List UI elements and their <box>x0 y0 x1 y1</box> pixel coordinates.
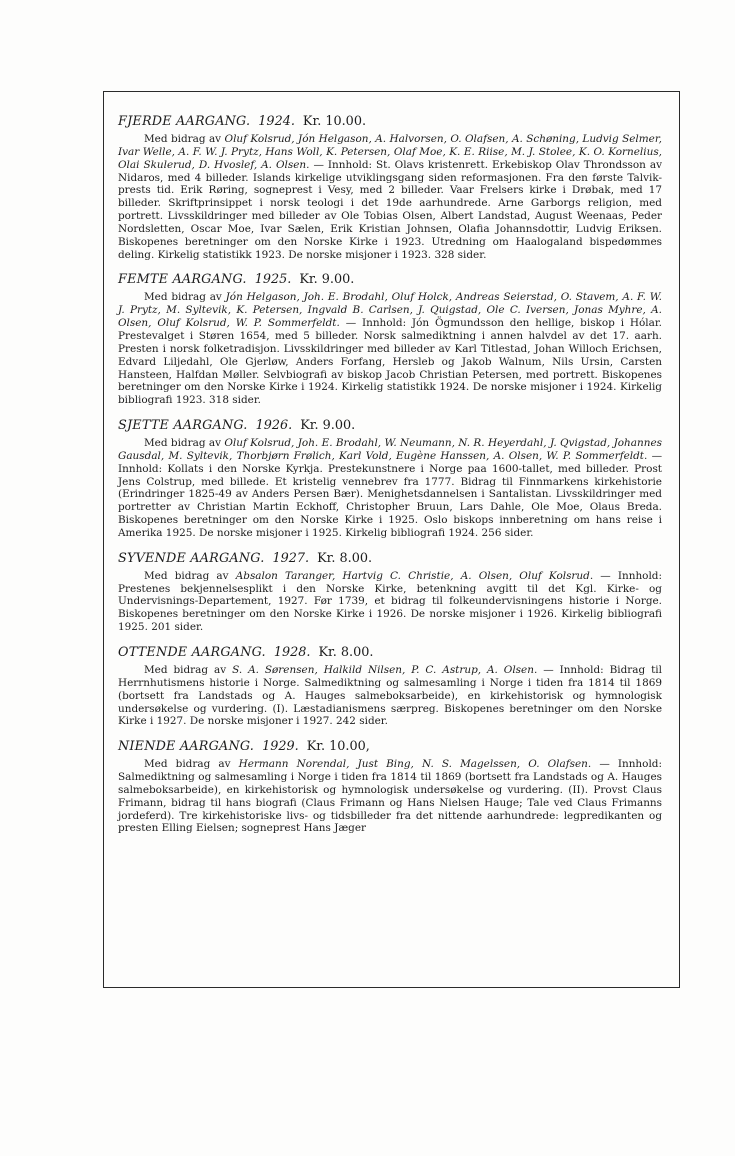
volume-contents: — Innhold: Salmediktning og salmesamling i Norge i tiden fra 1814 til 1869 (bortsett fra Landstads og A. Hauges salmeboksarbeide), en kirkehistorisk og hymnologisk undersøkelse og vurdering. (II). Provst Claus Frimann, bidrag til hans biografi (Claus Frimann og Hans Nielsen Hauge; Tale ved Claus Frimanns jordeferd). Tre kirkehistoriske livs- og tidsbilleder fra det nittende aarhundrede: legpredikanten og presten Elling Eielsen; sogneprest Hans Jæger <box>118 758 662 835</box>
volume-price: Kr. 9.00. <box>299 272 355 288</box>
volume-paragraph <box>118 133 662 261</box>
contributors-list: Absalon Taranger, Hartvig C. Christie, A. Olsen, Oluf Kolsrud. <box>235 569 594 582</box>
volume-paragraph <box>118 758 662 835</box>
contributors-intro: Med bidrag av <box>144 569 229 582</box>
contributors-list: Oluf Kolsrud, Jón Helgason, A. Halvorsen, O. Olafsen, A. Schøning, Ludvig Selmer, Ivar Welle, A. F. W. J. Prytz, Hans Woll, K. Petersen, Olaf Moe, K. E. Riise, M. J. Stolee, K. O. Kornelius, Olai Skulerud, D. Hvoslef, A. Olsen. <box>118 133 662 171</box>
contributors-list: Oluf Kolsrud, Joh. E. Brodahl, W. Neumann, N. R. Heyerdahl, J. Qvigstad, Johannes Gausdal, M. Syltevik, Thorbjørn Frølich, Karl Vold, Eugène Hanssen, A. Olsen, W. P. Sommerfeldt. <box>118 437 662 462</box>
volume-heading <box>118 739 662 755</box>
volume-entry-femte <box>118 272 662 407</box>
contributors-list: Hermann Norendal, Just Bing, N. S. Magelssen, O. Olafsen. <box>238 758 592 771</box>
volume-contents: — Innhold: Kollats i den Norske Kyrkja. Prestekunstnere i Norge paa 1600-tallet, med billeder. Prost Jens Colstrup, med billede. Et kristelig vennebrev fra 1777. Bidrag til Finnmarkens kirkehistorie (Erindringer 1825-49 av Anders Persen Bær). Menighetsdannelsen i Santalistan. Livsskildringer med portretter av Christian Martin Eckhoff, Christopher Bruun, Lars Dahle, Ole Moe, Olaus Breda. Biskopenes beretninger om den Norske Kirke i 1925. Oslo biskops innberetning om hans reise i Amerika 1925. De norske misjoner i 1925. Kirkelig bibliografi 1924. 256 sider. <box>118 449 662 539</box>
contributors-list: S. A. Sørensen, Halkild Nilsen, P. C. Astrup, A. Olsen. <box>232 664 538 676</box>
volume-price: Kr. 10.00, <box>306 739 370 755</box>
volume-paragraph <box>118 437 662 540</box>
volume-body <box>118 437 662 540</box>
volume-contents: — Innhold: Prestenes bekjennelsesplikt i den Norske Kirke, betenkning avgitt til det Kgl. Kirke- og Undervisnings-Departement, 1927. Før 1739, et bidrag til folkeundervisningens historie i Norge. Biskopenes beretninger om den Norske Kirke i 1926. De norske misjoner i 1926. Kirkelig bibliografi 1925. 201 sider. <box>118 569 662 634</box>
volume-title: FJERDE AARGANG. <box>118 114 251 129</box>
volume-title: NIENDE AARGANG. <box>118 739 255 755</box>
volume-heading <box>118 645 662 661</box>
volume-heading <box>118 272 662 288</box>
volume-contents: — Innhold: Bidrag til Herrnhutismens historie i Norge. Salmediktning og salmesamling i Norge i tiden fra 1814 til 1869 (bortsett fra Landstads og A. Hauges salmeboksarbeide), en kirkehistorisk og hymnologisk undersøkelse og vurdering. (I). Læstadianismens særpreg. Biskopenes beretninger om den Norske Kirke i 1927. De norske misjoner i 1927. 242 sider. <box>118 664 662 728</box>
volume-entry-niende <box>118 739 662 835</box>
volume-contents: — Innhold: St. Olavs kristenrett. Erkebiskop Olav Throndsson av Nidaros, med 4 billeder. Islands kirkelige utviklingsgang siden reformasjonen. Fra den første Talvik-prests tid. Erik Røring, sogneprest i Vesy, med 2 billeder. Vaar Frelsers kirke i Drøbak, med 17 billeder. Skriftprinsippet i norsk teologi i det 19de aarhundrede. Arne Garborgs religion, med portrett. Livsskildringer med billeder av Ole Tobias Olsen, Albert Landstad, August Weenaas, Peder Nordsletten, Oscar Moe, Ivar Sælen, Erik Kristian Johnsen, Olafia Johannsdottir, Ludvig Eriksen. Biskopenes beretninger om den Norske Kirke i 1923. Utredning om Haalogaland bispedømmes deling. Kirkelig statistikk 1923. De norske misjoner i 1923. 328 sider. <box>118 158 662 261</box>
volume-year: 1928. <box>273 645 311 660</box>
volume-title: OTTENDE AARGANG. <box>118 645 266 660</box>
volume-title: SYVENDE AARGANG. <box>118 550 265 566</box>
volume-year: 1927. <box>272 550 310 566</box>
volume-heading <box>118 551 662 567</box>
volume-paragraph <box>118 664 662 728</box>
contributors-intro: Med bidrag av <box>144 133 222 145</box>
volume-contents: — Innhold: Jón Ögmundsson den hellige, biskop i Hólar. Prestevalget i Støren 1654, med 5 billeder. Norsk salmediktning i annen halvdel av det 17. aarh. Presten i norsk folketradisjon. Livsskildringer med billeder av Karl Titlestad, Johan Willoch Erichsen, Edvard Liljedahl, Ole Gjerløw, Anders Forfang, Hersleb og Jakob Walnum, Nils Ursin, Carsten Hansteen, Halfdan Møller. Selvbiografi av biskop Jacob Christian Petersen, med portrett. Biskopenes beretninger om den Norske Kirke i 1924. Kirkelig statistikk 1924. De norske misjoner i 1924. Kirkelig bibliografi 1923. 318 sider. <box>118 317 662 407</box>
contributors-list: Jón Helgason, Joh. E. Brodahl, Oluf Holck, Andreas Seierstad, O. Stavem, A. F. W. J. Prytz, M. Syltevik, K. Petersen, Ingvald B. Carlsen, J. Quigstad, Ole C. Iversen, Jonas Myhre, A. Olsen, Oluf Kolsrud, W. P. Sommerfeldt. <box>118 291 662 330</box>
volume-year: 1924. <box>258 114 295 129</box>
volume-price: Kr. 10.00. <box>302 114 367 129</box>
volume-year: 1926. <box>255 418 293 434</box>
volume-paragraph <box>118 291 662 407</box>
volume-entry-sjette <box>118 418 662 540</box>
volume-entry-syvende <box>118 551 662 634</box>
volume-year: 1929. <box>262 739 299 755</box>
volume-heading <box>118 418 662 434</box>
catalogue-text <box>118 114 662 835</box>
volume-entry-ottende <box>118 645 662 728</box>
volume-body <box>118 291 662 407</box>
volume-heading <box>118 114 662 130</box>
contributors-intro: Med bidrag av <box>144 758 231 771</box>
contributors-intro: Med bidrag av <box>144 664 227 676</box>
volume-body <box>118 664 662 728</box>
contributors-intro: Med bidrag av <box>144 437 221 450</box>
volume-price: Kr. 8.00. <box>317 550 373 566</box>
volume-body <box>118 570 662 634</box>
volume-entry-fjerde <box>118 114 662 261</box>
volume-body <box>118 758 662 835</box>
volume-price: Kr. 9.00. <box>300 418 356 434</box>
volume-title: SJETTE AARGANG. <box>118 418 248 434</box>
volume-year: 1925. <box>254 272 292 288</box>
volume-price: Kr. 8.00. <box>318 645 374 660</box>
volume-paragraph <box>118 570 662 634</box>
contributors-intro: Med bidrag av <box>144 291 222 304</box>
volume-body <box>118 133 662 261</box>
volume-title: FEMTE AARGANG. <box>118 272 247 288</box>
